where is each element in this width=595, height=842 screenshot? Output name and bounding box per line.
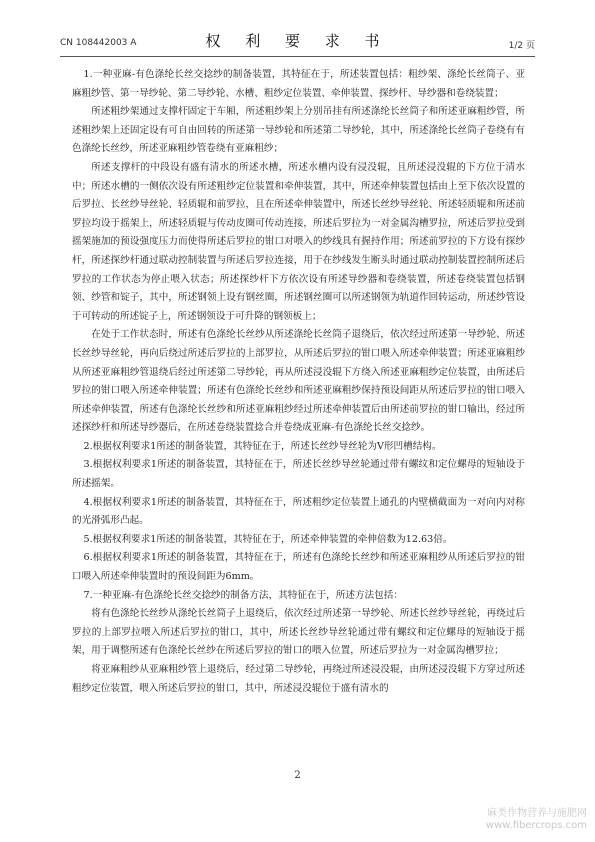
claim-7-intro: 7.一种亚麻-有色涤纶长丝交捻纱的制备方法，其特征在于，所述方法包括： [83, 589, 403, 601]
claim-1-paragraph-frame: 所述粗纱架通过支撑杆固定于车厢，所述粗纱架上分别吊挂有所述涤纶长丝筒子和所述亚麻粗纱管，所述粗纱架上还固定设有可自由回转的所述第一导纱轮和所述第二导纱轮，其中，所述涤纶长丝筒子卷绕有有色涤纶长丝纱，所述亚麻粗纱管卷绕有亚麻粗纱； [72, 106, 525, 155]
claim-6: 6.根据权利要求1所述的制备装置，其特征在于，所述有色涤纶长丝纱和所述亚麻粗纱从所述后罗拉的钳口喂入所述牵伸装置时的预设间距为6mm。 [72, 552, 525, 583]
page-header [60, 30, 535, 52]
claims-body [72, 66, 525, 698]
site-watermark [486, 808, 587, 832]
watermark-line-2: www.fibercrops.com [485, 820, 587, 831]
watermark-line-1: 麻类作物营养与施肥网 [487, 808, 587, 819]
claim-1-paragraph-drafting: 所述支撑杆的中段设有盛有清水的所述水槽，所述水槽内设有浸没辊，且所述浸没辊的下方位于清水中；所述水槽的一侧依次设有所述粗纱定位装置和牵伸装置，其中，所述牵伸装置包括由上至下依次设置的后罗拉、长丝纱导丝轮、轻质辊和前罗拉，且在所述牵伸装置中，所述长丝纱导丝轮、所述轻质辊和所述前罗拉均设于摇架上，所述轻质辊与传动皮圈可传动连接，所述后罗拉为一对金属沟槽罗拉，所述后罗拉受到摇架施加的预设强度压力而使得所述后罗拉的钳口对喂入的纱线具有握持作用；所述前罗拉的下方设有探纱杆，所述探纱杆通过联动控制装置与所述后罗拉连接，用于在纱线发生断头时通过联动控制装置控制所述后罗拉的工作状态为停止喂入状态；所述探纱杆下方依次设有所述导纱器和卷绕装置，所述卷绕装置包括钢领、纱管和锭子，其中，所述钢领上设有钢丝圈，所述钢丝圈可以所述钢领为轨道作回转运动，所述纱管设于可转动的所述锭子上，所述钢领设于可升降的钢领板上； [72, 161, 525, 322]
claim-1-paragraph-working: 在处于工作状态时，所述有色涤纶长丝纱从所述涤纶长丝筒子退绕后，依次经过所述第一导纱轮、所述长丝纱导丝轮，再向后绕过所述后罗拉的上部罗拉，从所述后罗拉的钳口喂入所述牵伸装置；所述亚麻粗纱从所述亚麻粗纱管退绕后经过所述第二导纱轮，再从所述浸没辊下方绕入所述亚麻粗纱定位装置，由所述后罗拉的钳口喂入所述牵伸装置；所述有色涤纶长丝纱和所述亚麻粗纱保持预设间距从所述后罗拉的钳口喂入所述牵伸装置，所述有色涤纶长丝纱和所述亚麻粗纱经过所述牵伸装置后由所述前罗拉的钳口输出，经过所述探纱杆和所述导纱器后，在所述卷绕装置捻合并卷绕成亚麻-有色涤纶长丝交捻纱。 [72, 329, 525, 434]
claim-3: 3.根据权利要求1所述的制备装置，其特征在于，所述长丝纱导丝轮通过带有螺纹和定位螺母的短轴设于所述摇架。 [72, 459, 525, 490]
claim-2: 2.根据权利要求1所述的制备装置，其特征在于，所述长丝纱导丝轮为V形凹槽结构。 [83, 440, 442, 452]
claim-5: 5.根据权利要求1所述的制备装置，其特征在于，所述牵伸装置的牵伸倍数为12.63倍。 [83, 533, 453, 545]
page-info: 1/2 页 [508, 41, 535, 51]
header-divider [60, 56, 535, 57]
patent-number: CN 108442003 A [60, 38, 137, 48]
claim-1-intro: 1.一种亚麻-有色涤纶长丝交捻纱的制备装置，其特征在于，所述装置包括：粗纱架、涤纶长丝筒子、亚麻粗纱管、第一导纱轮、第二导纱轮、水槽、粗纱定位装置、牵伸装置、探纱杆、导纱器和卷绕装置； [72, 69, 525, 99]
document-title: 权 利 要 求 书 [205, 32, 390, 50]
claim-7-step-2: 将亚麻粗纱从亚麻粗纱管上退绕后，经过第二导纱轮，再绕过所述浸没辊，由所述浸没辊下方穿过所述粗纱定位装置，喂入所述后罗拉的钳口，其中，所述浸没辊位于盛有清水的 [72, 664, 525, 694]
page-number: 2 [294, 770, 301, 781]
claim-4: 4.根据权利要求1所述的制备装置，其特征在于，所述粗纱定位装置上通孔的内壁横截面为一对向内对称的光滑弧形凸起。 [72, 496, 525, 527]
claim-7-step-1: 将有色涤纶长丝纱从涤纶长丝筒子上退绕后，依次经过所述第一导纱轮、所述长丝纱导丝轮，再绕过后罗拉的上部罗拉喂入所述后罗拉的钳口，其中，所述长丝纱导丝轮通过带有螺纹和定位螺母的短轴设于摇架，用于调整所述有色涤纶长丝纱在所述后罗拉的钳口的喂入位置，所述后罗拉为一对金属沟槽罗拉； [72, 608, 525, 657]
